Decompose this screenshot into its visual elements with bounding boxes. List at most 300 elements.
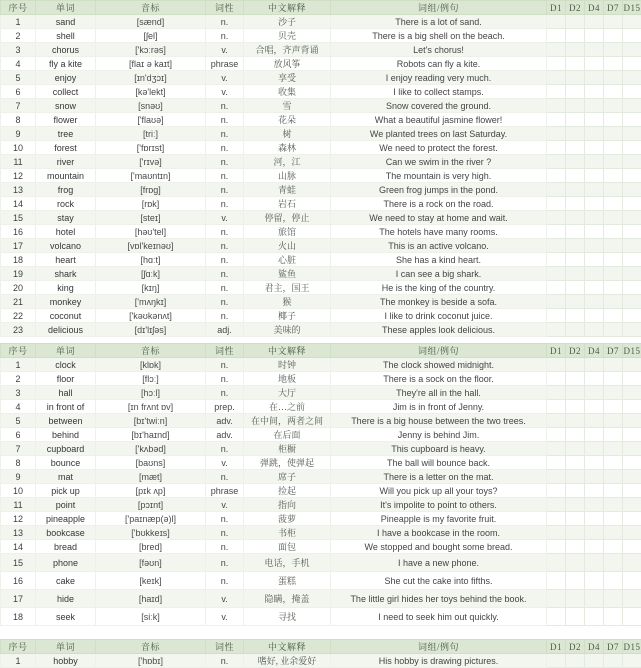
cell-d4 [585, 372, 604, 386]
cell-d15 [623, 372, 641, 386]
cell-d1 [547, 512, 566, 526]
column-header-phonetic: 音标 [96, 1, 206, 15]
cell-example: The little girl hides her toys behind the book. [331, 590, 547, 608]
cell-word: between [36, 414, 96, 428]
table-row [1, 267, 641, 281]
column-header-word: 单词 [36, 640, 96, 654]
cell-d7 [604, 498, 623, 512]
cell-d4 [585, 309, 604, 323]
cell-d1 [547, 484, 566, 498]
cell-pos: n. [206, 169, 244, 183]
cell-d2 [566, 295, 585, 309]
cell-d1 [547, 309, 566, 323]
cell-phonetic: [kə'lekt] [96, 85, 206, 99]
cell-d1 [547, 29, 566, 43]
cell-example: There is a big shell on the beach. [331, 29, 547, 43]
cell-d2 [566, 267, 585, 281]
cell-d2 [566, 183, 585, 197]
table-row [1, 358, 641, 372]
cell-example: There is a sock on the floor. [331, 372, 547, 386]
cell-d1 [547, 526, 566, 540]
table-row [1, 323, 641, 337]
cell-meaning: 大厅 [244, 386, 331, 400]
cell-d15 [623, 456, 641, 470]
cell-d1 [547, 169, 566, 183]
cell-d1 [547, 295, 566, 309]
cell-d7 [604, 456, 623, 470]
cell-meaning: 收集 [244, 85, 331, 99]
table-row [1, 99, 641, 113]
cell-example: The clock showed midnight. [331, 358, 547, 372]
cell-meaning: 猴 [244, 295, 331, 309]
cell-d1 [547, 253, 566, 267]
column-header-word: 单词 [36, 1, 96, 15]
cell-example: Can we swim in the river ? [331, 155, 547, 169]
cell-no: 12 [1, 512, 36, 526]
cell-d4 [585, 295, 604, 309]
cell-word: shell [36, 29, 96, 43]
cell-meaning: 树 [244, 127, 331, 141]
cell-d7 [604, 554, 623, 572]
cell-d15 [623, 113, 641, 127]
cell-example: We need to protect the forest. [331, 141, 547, 155]
cell-d2 [566, 414, 585, 428]
header-row [1, 1, 641, 15]
cell-phonetic: [baʊns] [96, 456, 206, 470]
cell-no: 23 [1, 323, 36, 337]
cell-d2 [566, 372, 585, 386]
cell-phonetic: [triː] [96, 127, 206, 141]
cell-d1 [547, 590, 566, 608]
cell-no: 17 [1, 590, 36, 608]
cell-d15 [623, 29, 641, 43]
table-row [1, 113, 641, 127]
cell-d2 [566, 15, 585, 29]
cell-d7 [604, 428, 623, 442]
column-header-d1: D1 [547, 1, 566, 15]
cell-word: cake [36, 572, 96, 590]
cell-d2 [566, 323, 585, 337]
cell-phonetic: [pɔɪnt] [96, 498, 206, 512]
column-header-meaning: 中文解释 [244, 1, 331, 15]
cell-no: 18 [1, 253, 36, 267]
table-row [1, 554, 641, 572]
cell-d2 [566, 309, 585, 323]
cell-d15 [623, 654, 641, 668]
cell-d15 [623, 512, 641, 526]
cell-d15 [623, 358, 641, 372]
cell-example: I need to seek him out quickly. [331, 608, 547, 626]
table-row [1, 526, 641, 540]
cell-meaning: 地板 [244, 372, 331, 386]
table-row [1, 572, 641, 590]
cell-phonetic: ['fɒrɪst] [96, 141, 206, 155]
cell-d15 [623, 71, 641, 85]
cell-pos: adv. [206, 414, 244, 428]
cell-word: point [36, 498, 96, 512]
cell-d15 [623, 169, 641, 183]
column-header-d2: D2 [566, 640, 585, 654]
cell-meaning: 美味的 [244, 323, 331, 337]
cell-meaning: 停留，停止 [244, 211, 331, 225]
cell-example: Snow covered the ground. [331, 99, 547, 113]
cell-d2 [566, 127, 585, 141]
cell-pos: phrase [206, 484, 244, 498]
cell-pos: n. [206, 267, 244, 281]
cell-d1 [547, 183, 566, 197]
cell-no: 7 [1, 99, 36, 113]
cell-d4 [585, 57, 604, 71]
cell-d7 [604, 239, 623, 253]
cell-d4 [585, 358, 604, 372]
cell-d1 [547, 141, 566, 155]
cell-d7 [604, 540, 623, 554]
cell-meaning: 隐瞒，掩盖 [244, 590, 331, 608]
cell-d7 [604, 295, 623, 309]
cell-pos: n. [206, 540, 244, 554]
cell-d1 [547, 498, 566, 512]
cell-meaning: 书柜 [244, 526, 331, 540]
cell-meaning: 青蛙 [244, 183, 331, 197]
cell-example: Robots can fly a kite. [331, 57, 547, 71]
cell-no: 21 [1, 295, 36, 309]
cell-no: 8 [1, 113, 36, 127]
cell-d7 [604, 15, 623, 29]
cell-d1 [547, 71, 566, 85]
cell-phonetic: ['mʌŋkɪ] [96, 295, 206, 309]
cell-d2 [566, 540, 585, 554]
vocab-table-section-3 [0, 639, 641, 668]
cell-d7 [604, 155, 623, 169]
cell-pos: n. [206, 654, 244, 668]
cell-example: He is the king of the country. [331, 281, 547, 295]
cell-word: frog [36, 183, 96, 197]
cell-d7 [604, 414, 623, 428]
column-header-d1: D1 [547, 640, 566, 654]
cell-d4 [585, 71, 604, 85]
column-header-meaning: 中文解释 [244, 640, 331, 654]
table-row [1, 512, 641, 526]
cell-meaning: 电话，手机 [244, 554, 331, 572]
header-row [1, 344, 641, 358]
cell-d4 [585, 654, 604, 668]
cell-phonetic: [bɪ'twiːn] [96, 414, 206, 428]
cell-d7 [604, 590, 623, 608]
cell-d1 [547, 267, 566, 281]
cell-pos: n. [206, 512, 244, 526]
cell-d1 [547, 99, 566, 113]
cell-meaning: 火山 [244, 239, 331, 253]
table-row [1, 442, 641, 456]
cell-example: We need to stay at home and wait. [331, 211, 547, 225]
cell-meaning: 心脏 [244, 253, 331, 267]
cell-d4 [585, 267, 604, 281]
cell-word: flower [36, 113, 96, 127]
cell-d1 [547, 608, 566, 626]
cell-d1 [547, 554, 566, 572]
cell-no: 2 [1, 372, 36, 386]
column-header-no: 序号 [1, 1, 36, 15]
cell-phonetic: ['kʌbəd] [96, 442, 206, 456]
cell-d7 [604, 29, 623, 43]
cell-d4 [585, 498, 604, 512]
cell-word: shark [36, 267, 96, 281]
cell-example: It's impolite to point to others. [331, 498, 547, 512]
cell-word: forest [36, 141, 96, 155]
cell-d7 [604, 526, 623, 540]
cell-no: 15 [1, 211, 36, 225]
table-row [1, 295, 641, 309]
cell-d15 [623, 386, 641, 400]
cell-phonetic: [rɒk] [96, 197, 206, 211]
cell-example: What a beautiful jasmine flower! [331, 113, 547, 127]
column-header-pos: 词性 [206, 344, 244, 358]
cell-word: monkey [36, 295, 96, 309]
cell-no: 20 [1, 281, 36, 295]
cell-word: king [36, 281, 96, 295]
cell-no: 1 [1, 654, 36, 668]
cell-d7 [604, 225, 623, 239]
cell-pos: phrase [206, 57, 244, 71]
cell-d4 [585, 323, 604, 337]
cell-meaning: 捡起 [244, 484, 331, 498]
table-row [1, 155, 641, 169]
cell-pos: v. [206, 456, 244, 470]
cell-d1 [547, 225, 566, 239]
cell-d2 [566, 400, 585, 414]
cell-phonetic: [frɒg] [96, 183, 206, 197]
cell-pos: n. [206, 99, 244, 113]
cell-meaning: 面包 [244, 540, 331, 554]
cell-word: delicious [36, 323, 96, 337]
cell-d4 [585, 29, 604, 43]
cell-example: There is a big house between the two trees. [331, 414, 547, 428]
cell-d4 [585, 155, 604, 169]
cell-meaning: 在中间，两者之间 [244, 414, 331, 428]
table-row [1, 85, 641, 99]
cell-example: I have a bookcase in the room. [331, 526, 547, 540]
cell-d15 [623, 141, 641, 155]
cell-phonetic: [siːk] [96, 608, 206, 626]
table-row [1, 414, 641, 428]
column-header-word: 单词 [36, 344, 96, 358]
table-row [1, 470, 641, 484]
vocab-table-section-2 [0, 343, 641, 626]
cell-d1 [547, 414, 566, 428]
cell-example: I like to drink coconut juice. [331, 309, 547, 323]
cell-example: Will you pick up all your toys? [331, 484, 547, 498]
cell-d15 [623, 239, 641, 253]
cell-d7 [604, 267, 623, 281]
cell-word: cupboard [36, 442, 96, 456]
cell-meaning: 指向 [244, 498, 331, 512]
cell-d4 [585, 428, 604, 442]
cell-pos: n. [206, 295, 244, 309]
cell-d1 [547, 15, 566, 29]
cell-no: 9 [1, 470, 36, 484]
cell-d2 [566, 169, 585, 183]
header-row [1, 640, 641, 654]
table-row [1, 127, 641, 141]
cell-d4 [585, 169, 604, 183]
cell-d4 [585, 470, 604, 484]
cell-d1 [547, 654, 566, 668]
table-row [1, 29, 641, 43]
cell-d2 [566, 654, 585, 668]
cell-d4 [585, 281, 604, 295]
cell-d15 [623, 99, 641, 113]
cell-word: hide [36, 590, 96, 608]
column-header-phonetic: 音标 [96, 344, 206, 358]
cell-example: This is an active volcano. [331, 239, 547, 253]
cell-meaning: 在后面 [244, 428, 331, 442]
cell-pos: v. [206, 608, 244, 626]
cell-example: Jim is in front of Jenny. [331, 400, 547, 414]
cell-d15 [623, 470, 641, 484]
cell-d4 [585, 183, 604, 197]
cell-phonetic: [snəʊ] [96, 99, 206, 113]
cell-pos: v. [206, 85, 244, 99]
table-row [1, 197, 641, 211]
cell-d1 [547, 456, 566, 470]
column-header-d7: D7 [604, 344, 623, 358]
cell-example: There is a letter on the mat. [331, 470, 547, 484]
cell-example: We stopped and bought some bread. [331, 540, 547, 554]
cell-d2 [566, 113, 585, 127]
cell-phonetic: [vɒl'keɪnəʊ] [96, 239, 206, 253]
cell-d2 [566, 526, 585, 540]
cell-phonetic: [sænd] [96, 15, 206, 29]
cell-no: 10 [1, 484, 36, 498]
cell-d15 [623, 295, 641, 309]
cell-pos: n. [206, 253, 244, 267]
table-row [1, 608, 641, 626]
cell-d4 [585, 526, 604, 540]
cell-word: pineapple [36, 512, 96, 526]
column-header-d1: D1 [547, 344, 566, 358]
column-header-d15: D15 [623, 1, 641, 15]
column-header-pos: 词性 [206, 640, 244, 654]
column-header-no: 序号 [1, 344, 36, 358]
cell-no: 19 [1, 267, 36, 281]
cell-phonetic: [pɪk ʌp] [96, 484, 206, 498]
cell-phonetic: [flɔː] [96, 372, 206, 386]
cell-meaning: 时钟 [244, 358, 331, 372]
cell-pos: v. [206, 43, 244, 57]
cell-d1 [547, 540, 566, 554]
cell-phonetic: ['kəʊkənʌt] [96, 309, 206, 323]
cell-d15 [623, 414, 641, 428]
cell-d15 [623, 197, 641, 211]
cell-phonetic: [bred] [96, 540, 206, 554]
cell-d4 [585, 99, 604, 113]
cell-meaning: 寻找 [244, 608, 331, 626]
cell-d15 [623, 540, 641, 554]
cell-word: stay [36, 211, 96, 225]
cell-d15 [623, 400, 641, 414]
cell-pos: v. [206, 590, 244, 608]
cell-d2 [566, 43, 585, 57]
column-header-example: 词组/例句 [331, 640, 547, 654]
cell-example: I have a new phone. [331, 554, 547, 572]
cell-meaning: 菠萝 [244, 512, 331, 526]
cell-d7 [604, 57, 623, 71]
cell-example: The ball will bounce back. [331, 456, 547, 470]
cell-d15 [623, 155, 641, 169]
cell-d4 [585, 253, 604, 267]
cell-phonetic: [kɪŋ] [96, 281, 206, 295]
cell-word: mountain [36, 169, 96, 183]
cell-pos: n. [206, 358, 244, 372]
cell-example: Green frog jumps in the pond. [331, 183, 547, 197]
cell-meaning: 蛋糕 [244, 572, 331, 590]
cell-phonetic: ['flaʊə] [96, 113, 206, 127]
cell-d7 [604, 71, 623, 85]
cell-d7 [604, 442, 623, 456]
cell-d15 [623, 211, 641, 225]
cell-example: These apples look delicious. [331, 323, 547, 337]
cell-phonetic: [steɪ] [96, 211, 206, 225]
cell-d15 [623, 267, 641, 281]
column-header-d15: D15 [623, 344, 641, 358]
cell-example: I enjoy reading very much. [331, 71, 547, 85]
cell-pos: n. [206, 372, 244, 386]
cell-phonetic: ['bʊkkeɪs] [96, 526, 206, 540]
cell-example: Let's chorus! [331, 43, 547, 57]
cell-example: There is a lot of sand. [331, 15, 547, 29]
cell-phonetic: [hɑːt] [96, 253, 206, 267]
cell-word: fly a kite [36, 57, 96, 71]
cell-d2 [566, 386, 585, 400]
cell-no: 14 [1, 540, 36, 554]
cell-meaning: 在…之前 [244, 400, 331, 414]
cell-meaning: 森林 [244, 141, 331, 155]
cell-d15 [623, 183, 641, 197]
cell-phonetic: [hɔːl] [96, 386, 206, 400]
table-row [1, 590, 641, 608]
cell-d15 [623, 442, 641, 456]
cell-word: bookcase [36, 526, 96, 540]
table-row [1, 456, 641, 470]
cell-meaning: 山脉 [244, 169, 331, 183]
cell-d1 [547, 572, 566, 590]
cell-d15 [623, 309, 641, 323]
cell-pos: n. [206, 572, 244, 590]
cell-d15 [623, 590, 641, 608]
cell-d4 [585, 225, 604, 239]
cell-d4 [585, 512, 604, 526]
column-header-d7: D7 [604, 640, 623, 654]
cell-d2 [566, 253, 585, 267]
cell-example: The hotels have many rooms. [331, 225, 547, 239]
cell-word: behind [36, 428, 96, 442]
cell-d2 [566, 572, 585, 590]
cell-d4 [585, 414, 604, 428]
cell-phonetic: [ʃɑːk] [96, 267, 206, 281]
cell-d15 [623, 498, 641, 512]
cell-d2 [566, 57, 585, 71]
table-row [1, 400, 641, 414]
cell-no: 9 [1, 127, 36, 141]
cell-meaning: 椰子 [244, 309, 331, 323]
cell-example: This cupboard is heavy. [331, 442, 547, 456]
cell-d2 [566, 197, 585, 211]
cell-d4 [585, 141, 604, 155]
cell-no: 2 [1, 29, 36, 43]
cell-pos: n. [206, 15, 244, 29]
cell-d7 [604, 113, 623, 127]
cell-pos: n. [206, 225, 244, 239]
